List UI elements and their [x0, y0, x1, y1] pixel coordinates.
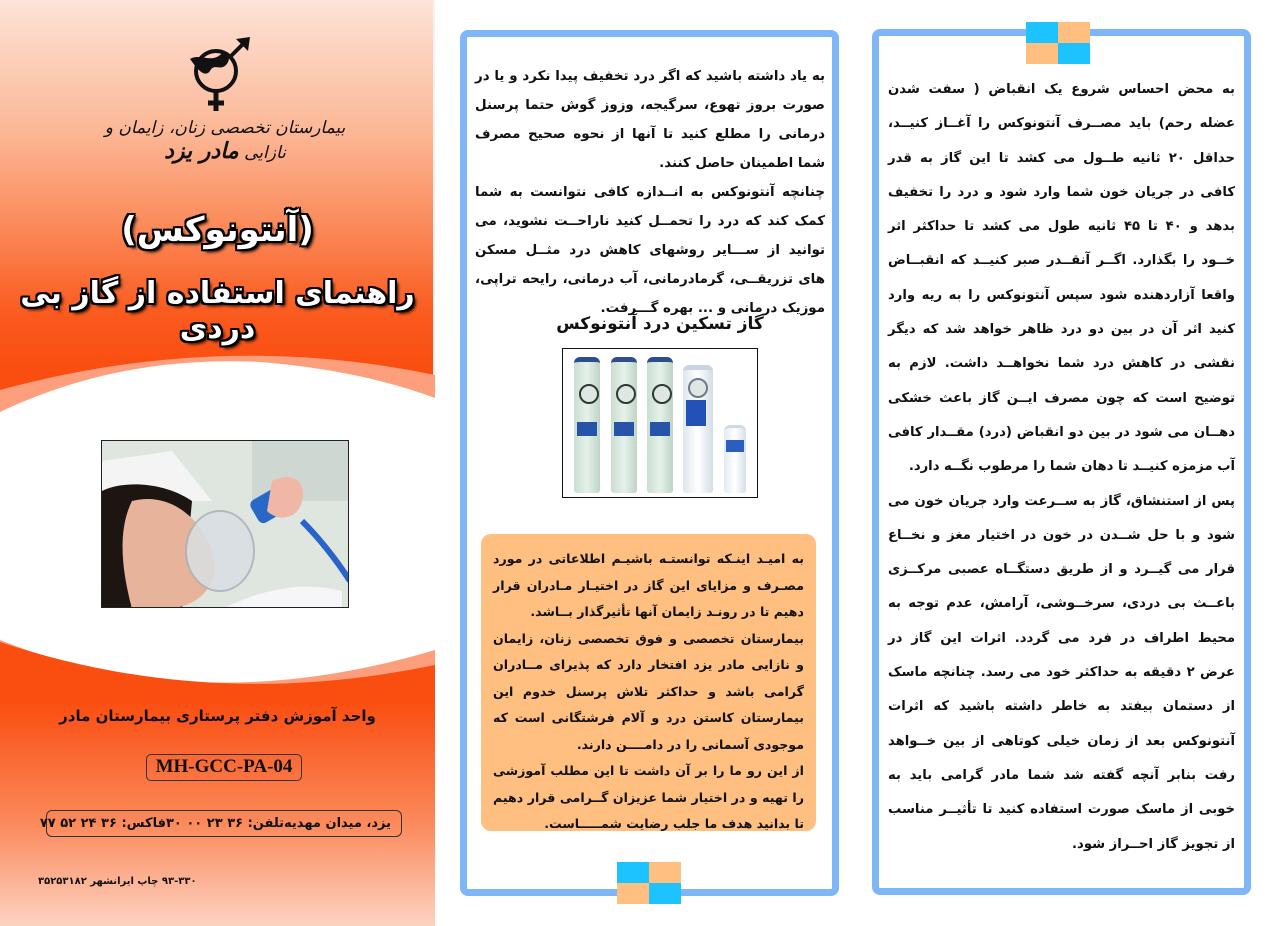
right-panel-text: [888, 73, 1235, 862]
phone-number: ۳۶ ۲۳ ۰۰ ۳۰: [165, 816, 244, 831]
contact-address: یزد، میدان مهدیه: [284, 816, 391, 831]
cover-panel: [0, 0, 435, 926]
closing-paragraph-hope: به امیـد اینـکه توانستـه باشیـم اطلاعاتی در مورد مصـرف و مزایای این گاز در اختیـار مـادران قرار دهیم تا در رونـد زایمان آنها تأثیرگذار بــاشد.: [493, 551, 804, 619]
contact-phone: [166, 816, 284, 831]
closing-paragraph-purpose: از این رو ما را بر آن داشت تا این مطلب آموزشی را تهیه و در اختیار شما عزیزان گــرامی قرار دهیم تا بدانید هدف ما جلب رضایت شمـــــاست.: [493, 763, 804, 831]
right-paragraph-timing: به محض احساس شروع یک انقباض ( سفت شدن عضله رحم) باید مصــرف آنتونوکس را آغــاز کنیــد، حداقل ۲۰ ثانیه طــول می کشد تا این گاز به قدر کافی در جریان خون شما وارد شود و درد را تخفیف بدهد و ۴۰ تا ۴۵ ثانیه طول می کشد تا حداکثر اثر خــود را بگذارد. اگــر آنقــدر صبر کنیــد که انقبــاض واقعا آزاردهنده شود سپس آنتونوکس را به ریه وارد کنید اثر آن در بین دو درد ظاهر خواهد شد که دیگر نقشی در کاهش درد شما نخواهــد داشت. لازم به توضیح است که چون مصرف ایــن گاز باعث خشکی دهــان می شود در بین دو انقباض (درد) مقــدار کافی آب مزمزه کنیــد تا دهان شما را مرطوب نگــه دارد.: [888, 82, 1236, 475]
right-paragraph-effects: پس از استنشاق، گاز به ســرعت وارد جریان خون می شود و با حل شــدن در خون در اختیار مغز و نخــاع قرار می گیــرد و از طریق دستگــاه عصبی مرکــزی باعــث بی دردی، سرخــوشی، آرامش، عدم توجه به محیط اطراف در فرد می گردد. اثرات این گاز در عرض ۲ دقیقه به حداکثر خود می رسد. چنانچه ماسک از دستمان بیفتد به خاطر داشته باشید که اثرات آنتونوکس بعد از زمان خیلی کوتاهی از بین خــواهد رفت بنابر آنچه گفته شد شما مادر گرامی باید به خوبی از ماسک صورت استفاده کنید تا تأثیــر مناسب از تجویز گاز احــراز شود.: [888, 493, 1236, 852]
hospital-name: [100, 118, 350, 164]
product-caption: گاز تسکین درد آنتونوکس: [556, 314, 764, 334]
canister-icon: [647, 357, 673, 493]
canister-small-icon: [724, 425, 746, 493]
fax-number: ۳۶ ۲۴ ۵۲ ۷۷: [39, 816, 117, 831]
decorative-tile-icon: [1026, 22, 1090, 64]
hospital-name-emphasis: مادر یزد: [164, 138, 239, 164]
cover-title-product: (آنتونوکس): [121, 210, 314, 250]
phone-label: تلفن:: [247, 816, 285, 831]
contact-fax: [40, 816, 166, 831]
print-code: ۹۳-۳۳۰ چاپ ایرانشهر ۳۵۲۵۳۱۸۲: [38, 876, 197, 887]
hospital-name-prefix: بیمارستان تخصصی زنان، زایمان و نازایی: [104, 118, 346, 163]
canister-icon: [574, 357, 600, 493]
education-unit-label: واحد آموزش دفتر پرستاری بیمارستان مادر: [59, 707, 376, 725]
contact-info: [39, 810, 402, 837]
mid-paragraph-warning: به یاد داشته باشید که اگر درد تخفیف پیدا نکرد و یا در صورت بروز تهوع، سرگیجه، وزوز گوش حتما پرسنل درمانی را مطلع کنید تا آنها از نحوه صحیح مصرف شما اطمینان حاصل کنند.: [475, 69, 825, 171]
canister-icon: [611, 357, 637, 493]
fax-label: فاکس:: [121, 816, 166, 831]
patient-illustration: [102, 441, 349, 608]
decorative-tile-icon: [617, 862, 681, 904]
middle-panel-text: [475, 62, 825, 323]
hospital-logo-icon: [180, 35, 260, 115]
entonox-canisters-photo: [562, 348, 758, 498]
patient-mask-photo: [101, 440, 349, 608]
cover-title-guide: راهنمای استفاده از گاز بی دردی: [20, 276, 415, 346]
closing-paragraph-hospital: بیمارستان تخصصی و فوق تخصصی زنان، زایمان و نازایی مادر یزد افتخار دارد که پذیرای مــادران گرامی باشد و حداکثر تلاش پرسنل خدوم این بیمارستان کاستن درد و آلام فرشتگانی است که موجودی آسمانی را در دامــــن دارند.: [493, 630, 804, 752]
canister-large-icon: [683, 365, 713, 493]
document-code: MH-GCC-PA-04: [146, 754, 302, 781]
closing-message-box: [481, 534, 816, 831]
mid-paragraph-alternatives: چنانچه آنتونوکس به انــدازه کافی نتوانست به شما کمک کند که درد را تحمــل کنید ناراحــت نشوید، می توانید از ســـایر روشهای کاهش درد مثــل مسکن های تزریقــی، گرمادرمانی، آب درمانی، رایحه تراپی، موزیک درمانی و ... بهره گـــرفت.: [475, 185, 825, 316]
